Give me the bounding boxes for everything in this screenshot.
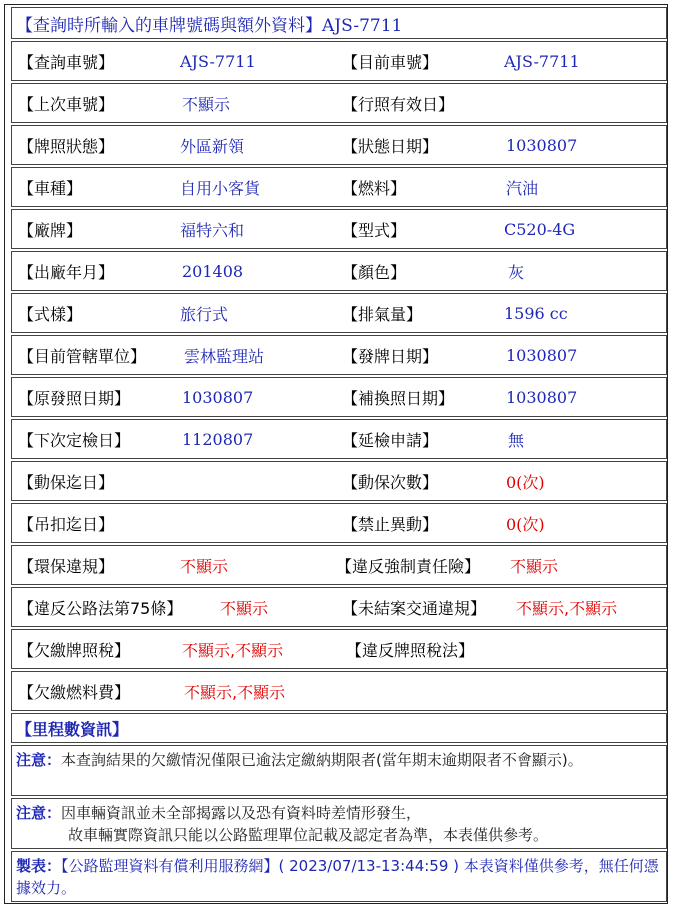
value-next-inspection: 1120807 [182,429,254,449]
table-row [11,419,667,459]
made-by-text: 【公路監理資料有償利用服務網】( 2023/07/13-13:44:59 ) 本表資料僅供參考，無任何憑據效力。 [16,857,659,897]
label-license-tax-violation: 【違反牌照稅法】 [346,640,475,660]
table-row [11,125,667,165]
value-body-style: 旅行式 [180,304,229,324]
value-reissue-date: 1030807 [506,387,578,407]
value-query-plate: AJS-7711 [180,51,256,71]
note-disclaimer [11,798,667,849]
label-status-date: 【狀態日期】 [342,136,439,156]
label-issue-date: 【發牌日期】 [342,346,439,366]
label-open-traffic-violation: 【未結案交通違規】 [342,598,487,618]
label-transfer-ban: 【禁止異動】 [342,514,439,534]
value-open-traffic-violation: 不顯示,不顯示 [516,598,618,618]
label-license-expiry: 【行照有效日】 [342,94,455,114]
value-transfer-ban: 0(次) [506,514,545,534]
table-row [11,461,667,501]
label-displacement: 【排氣量】 [342,304,423,324]
label-highway-act-violation: 【違反公路法第75條】 [18,598,183,618]
value-chattel-mortgage-count: 0(次) [506,472,545,492]
label-plate-status: 【牌照狀態】 [18,136,115,156]
table-row [11,629,667,669]
header-row [11,7,667,39]
label-chattel-mortgage-count: 【動保次數】 [342,472,439,492]
table-row [11,167,667,207]
note-text-line1: 因車輛資訊並未全部揭露以及恐有資料時差情形發生， [61,804,422,822]
table-row [11,545,667,585]
value-previous-plate: 不顯示 [182,94,231,114]
label-suspension-end: 【吊扣迄日】 [18,514,115,534]
label-unpaid-license-tax: 【欠繳牌照稅】 [18,640,131,660]
table-row [11,251,667,291]
label-next-inspection: 【下次定檢日】 [18,430,131,450]
table-row [11,503,667,543]
value-brand: 福特六和 [180,220,245,240]
value-current-plate: AJS-7711 [504,51,580,71]
page-title: 【查詢時所輸入的車牌號碼與額外資料】AJS-7711 [16,15,403,36]
label-unpaid-fuel-fee: 【欠繳燃料費】 [18,682,131,702]
label-manufacture-date: 【出廠年月】 [18,262,115,282]
table-row [11,335,667,375]
value-fuel: 汽油 [506,178,539,198]
mileage-label: 【里程數資訊】 [16,719,129,739]
note-arrears [11,745,667,796]
label-reissue-date: 【補換照日期】 [342,388,455,408]
label-query-plate: 【查詢車號】 [18,52,115,72]
table-row [11,209,667,249]
value-model: C520-4G [504,219,576,239]
label-inspection-delay: 【延檢申請】 [342,430,439,450]
label-chattel-mortgage-end: 【動保迄日】 [18,472,115,492]
note-made-by [11,851,667,902]
label-fuel: 【燃料】 [342,178,407,198]
value-manufacture-date: 201408 [182,261,244,281]
table-row [11,587,667,627]
label-environmental-violation: 【環保違規】 [18,556,115,576]
value-displacement: 1596 cc [504,303,568,323]
value-compulsory-insurance-violation: 不顯示 [510,556,559,576]
label-model: 【型式】 [342,220,407,240]
label-vehicle-type: 【車種】 [18,178,83,198]
note-tag: 注意： [16,751,62,769]
report-container [4,4,668,904]
value-highway-act-violation: 不顯示 [220,598,269,618]
table-row [11,41,667,81]
note-text-line2: 故車輛實際資訊只能以公路監理單位記載及認定者為準，本表僅供參考。 [68,826,549,844]
label-color: 【顏色】 [342,262,407,282]
value-issue-date: 1030807 [506,345,578,365]
value-inspection-delay: 無 [508,430,525,450]
value-plate-status: 外區新領 [180,136,245,156]
label-brand: 【廠牌】 [18,220,83,240]
value-jurisdiction: 雲林監理站 [184,346,265,366]
value-color: 灰 [508,262,525,282]
table-row [11,377,667,417]
value-original-issue-date: 1030807 [182,387,254,407]
note-tag: 注意： [16,804,62,822]
value-status-date: 1030807 [506,135,578,155]
label-original-issue-date: 【原發照日期】 [18,388,131,408]
label-body-style: 【式樣】 [18,304,83,324]
label-previous-plate: 【上次車號】 [18,94,115,114]
label-jurisdiction: 【目前管轄單位】 [18,346,147,366]
table-row [11,671,667,711]
value-unpaid-license-tax: 不顯示,不顯示 [182,640,284,660]
table-row [11,293,667,333]
made-by-tag: 製表： [16,857,62,875]
value-vehicle-type: 自用小客貨 [180,178,261,198]
label-current-plate: 【目前車號】 [342,52,439,72]
table-row [11,83,667,123]
value-environmental-violation: 不顯示 [180,556,229,576]
value-unpaid-fuel-fee: 不顯示,不顯示 [184,682,286,702]
label-compulsory-insurance-violation: 【違反強制責任險】 [336,556,481,576]
mileage-section [11,713,667,743]
note-text: 本查詢結果的欠繳情況僅限已逾法定繳納期限者(當年期末逾期限者不會顯示)。 [61,751,583,769]
